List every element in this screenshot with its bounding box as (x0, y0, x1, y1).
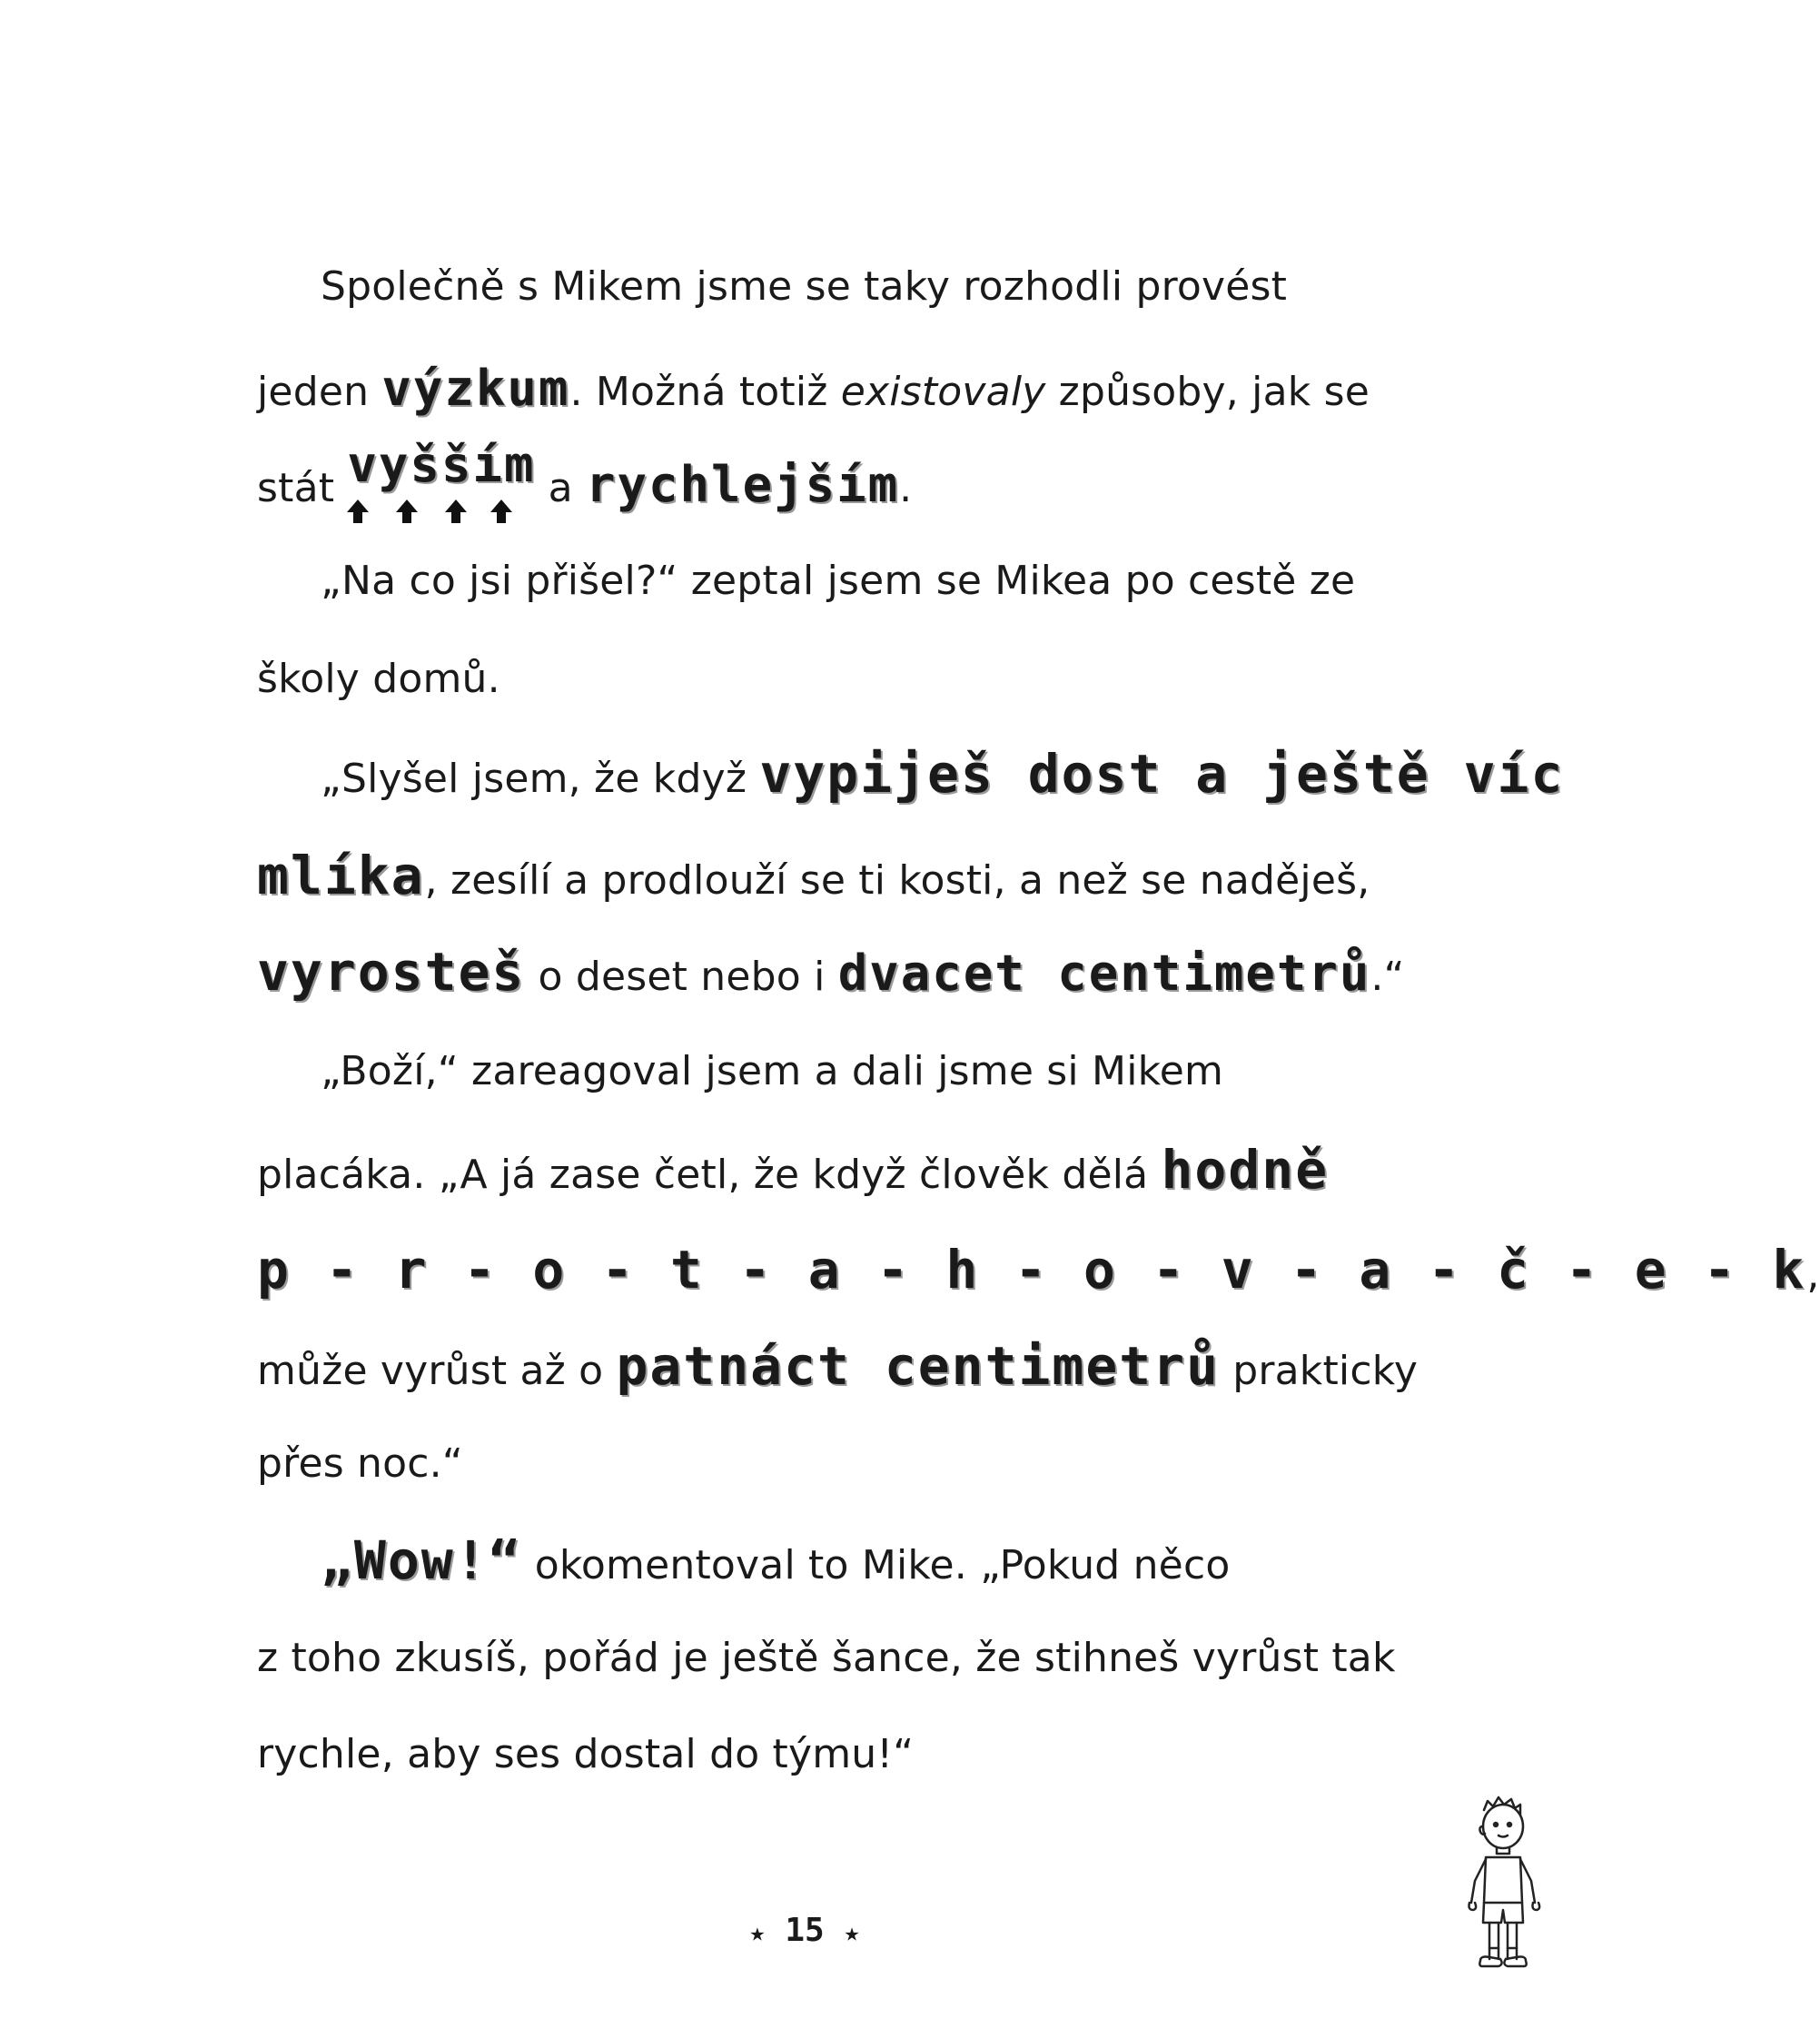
text-line-15: z toho zkusíš, pořád je ještě šance, že stihneš vyrůst tak (257, 1635, 1396, 1681)
text-line-10: placáka. „A já zase četl, že když člověk dělá hodně (257, 1139, 1330, 1201)
text-line-1: Společně s Mikem jsme se taky rozhodli provést (321, 263, 1288, 310)
emphasis-wow: „Wow!“ (321, 1529, 522, 1591)
vyssim-wrap (347, 436, 536, 516)
page-number-footer (0, 1912, 1609, 1949)
page-number: 15 (785, 1912, 825, 1949)
emphasis-vypijes: vypiješ dost a ještě víc (759, 743, 1565, 805)
text-line-4: „Na co jsi přišel?“ zeptal jsem se Mikea po cestě ze (321, 558, 1356, 604)
emphasis-protahovacek: p - r - o - t - a - h - o - v - a - č - e - k (257, 1239, 1807, 1301)
text-line-13: přes noc.“ (257, 1440, 463, 1487)
emphasis-hodne: hodně (1161, 1139, 1330, 1201)
emphasis-mlika: mlíka (257, 845, 425, 906)
text-line-2: jeden výzkum. Možná totiž existovaly způsoby, jak se (257, 360, 1370, 417)
star-icon: ★ (749, 1916, 766, 1947)
text-line-3: stát vyšším a rychlejším. (257, 458, 912, 516)
text-line-5: školy domů. (257, 656, 500, 702)
text-line-11: p - r - o - t - a - h - o - v - a - č - e - k, (257, 1239, 1820, 1301)
text-line-14: „Wow!“ okomentoval to Mike. „Pokud něco (321, 1529, 1231, 1591)
text-line-12: může vyrůst až o patnáct centimetrů prakticky (257, 1335, 1419, 1397)
text-line-8: vyrosteš o deset nebo i dvacet centimetrů.“ (257, 941, 1405, 1003)
text-line-16: rychle, aby ses dostal do týmu!“ (257, 1731, 915, 1777)
emphasis-patnact-centimetru: patnáct centimetrů (616, 1335, 1221, 1397)
text-line-7: mlíka, zesílí a prodlouží se ti kosti, a než se naděješ, (257, 845, 1370, 906)
up-arrows-icon (347, 498, 529, 525)
text-line-9: „Boží,“ zareagoval jsem a dali jsme si Mikem (321, 1048, 1224, 1094)
emphasis-dvacet-centimetru: dvacet centimetrů (837, 945, 1371, 1002)
emphasis-vyrostes: vyrosteš (257, 941, 526, 1003)
emphasis-rychlejsim: rychlejším (586, 456, 900, 513)
emphasis-vyzkum: výzkum (381, 360, 570, 417)
boy-illustration (1453, 1794, 1553, 1980)
text-line-6: „Slyšel jsem, že když vypiješ dost a ještě víc (321, 743, 1565, 805)
italic-word: existovaly (840, 369, 1046, 415)
emphasis-vyssim: vyšším (347, 436, 536, 493)
star-icon: ★ (844, 1916, 860, 1947)
